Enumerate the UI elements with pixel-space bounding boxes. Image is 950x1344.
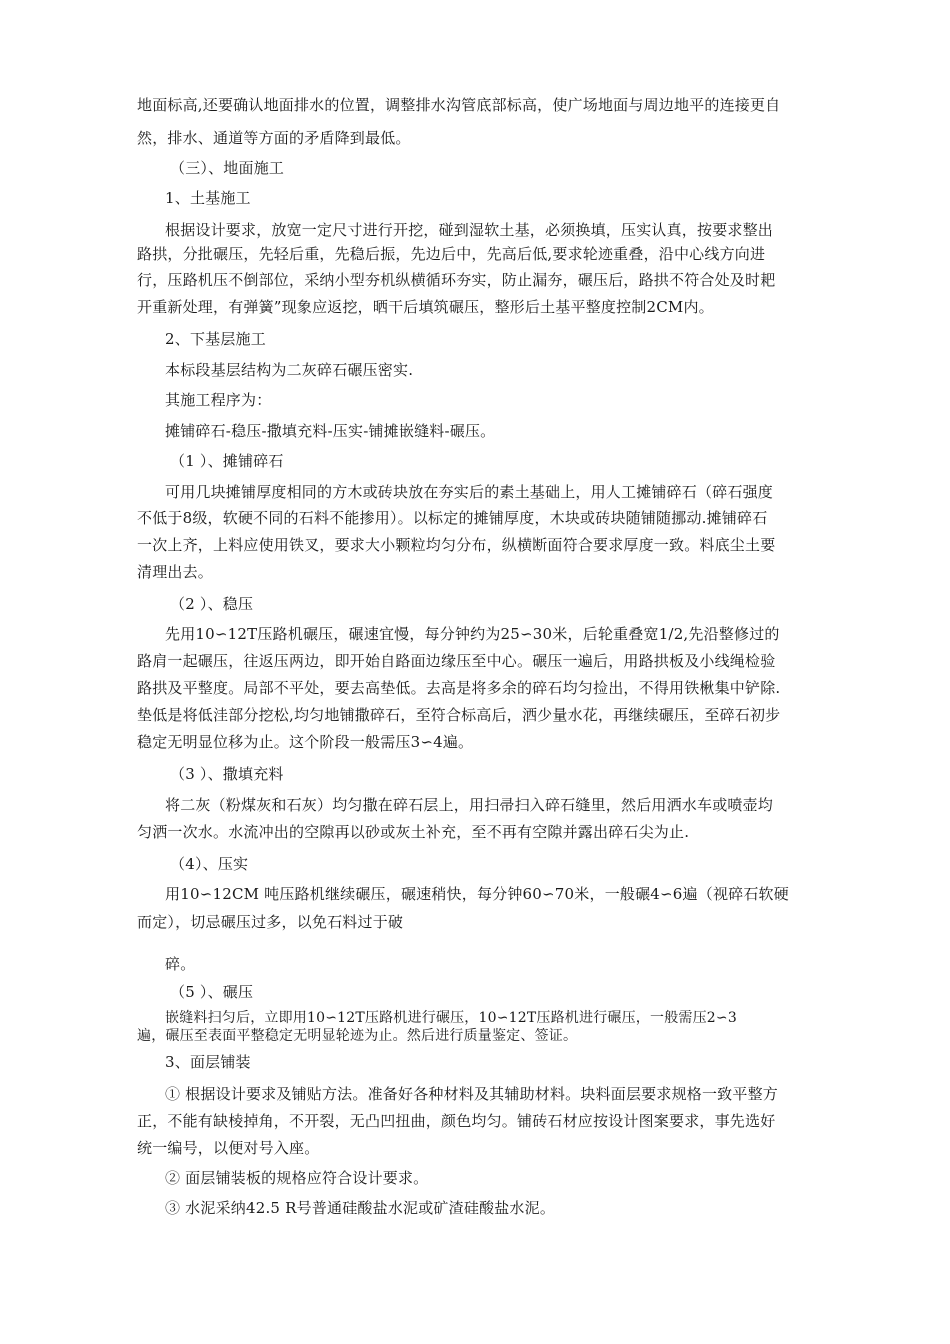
text-line: 然，排水、通道等方面的矛盾降到最低。	[137, 129, 411, 147]
text-line: 路拱及平整度。局部不平处，要去高垫低。去高是将多余的碎石均匀捡出，不得用铁楸集中铲除.	[137, 679, 781, 697]
step-heading: （3 ）、撒填充料	[170, 765, 284, 783]
text-line: 开重新处理，有弹簧”现象应返挖，晒干后填筑碾压，整形后土基平整度控制2CM内。	[137, 298, 714, 316]
text-line: 可用几块摊铺厚度相同的方木或砖块放在夯实后的素土基础上，用人工摊铺碎石（碎石强度	[165, 483, 774, 501]
text-line: 遍，碾压至表面平整稳定无明显轮迹为止。然后进行质量鉴定、签证。	[137, 1028, 578, 1044]
text-line: 稳定无明显位移为止。这个阶段一般需压3∽4遍。	[137, 733, 474, 751]
text-line: ③ 水泥采纳42.5 R号普通硅酸盐水泥或矿渣硅酸盐水泥。	[165, 1199, 556, 1217]
text-line: 路拱，分批碾压，先轻后重，先稳后振，先边后中，先高后低,要求轮迹重叠，沿中心线方向进	[137, 245, 766, 263]
step-heading: （4）、压实	[170, 855, 249, 873]
text-line: 根据设计要求，放宽一定尺寸进行开挖，碰到湿软土基，必须换填，压实认真，按要求整出	[165, 221, 774, 239]
text-line: 路肩一起碾压，往返压两边，即开始自路面边缘压至中心。碾压一遍后，用路拱板及小线绳检验	[137, 652, 776, 670]
text-line: 其施工程序为：	[165, 391, 272, 409]
step-heading: （1 ）、摊铺碎石	[170, 452, 284, 470]
text-line: 匀洒一次水。水流冲出的空隙再以砂或灰土补充，至不再有空隙并露出碎石尖为止.	[137, 823, 690, 841]
text-line: 地面标高,还要确认地面排水的位置，调整排水沟管底部标高，使广场地面与周边地平的连接更自	[137, 96, 781, 114]
subsection-heading: 3、面层铺装	[165, 1053, 251, 1071]
text-line: 摊铺碎石-稳压-撒填充料-压实-铺摊嵌缝料-碾压。	[165, 422, 496, 440]
text-line: 不低于8级，软硬不同的石料不能掺用）。以标定的摊铺厚度，木块或砖块随铺随挪动.摊铺碎石	[137, 509, 768, 527]
text-line: 正，不能有缺棱掉角，不开裂，无凸凹扭曲，颜色均匀。铺砖石材应按设计图案要求，事先选好	[137, 1112, 776, 1130]
text-line: 一次上齐，上料应使用铁叉，要求大小颗粒均匀分布，纵横断面符合要求厚度一致。料底尘土要	[137, 536, 776, 554]
text-line: 垫低是将低洼部分挖松,均匀地铺撒碎石，至符合标高后，洒少量水花，再继续碾压，至碎石初步	[137, 706, 781, 724]
text-line: 用10∽12CM 吨压路机继续碾压，碾速稍快，每分钟60∽70米，一般碾4∽6遍（视碎石软硬	[165, 885, 789, 903]
step-heading: （2 ）、稳压	[170, 595, 254, 613]
text-line: 清理出去。	[137, 563, 214, 581]
section-heading: （三）、地面施工	[170, 159, 285, 177]
text-line: 将二灰（粉煤灰和石灰）均匀撒在碎石层上，用扫帚扫入碎石缝里，然后用洒水车或喷壶均	[165, 796, 774, 814]
text-line: 而定），切忌碾压过多，以免石料过于破	[137, 913, 404, 931]
subsection-heading: 2、下基层施工	[165, 330, 266, 348]
subsection-heading: 1、土基施工	[165, 189, 251, 207]
text-line: 统一编号，以便对号入座。	[137, 1139, 320, 1157]
text-line: ① 根据设计要求及铺贴方法。准备好各种材料及其辅助材料。块料面层要求规格一致平整方	[165, 1085, 778, 1103]
text-line: 先用10∽12T压路机碾压，碾速宜慢，每分钟约为25∽30米，后轮重叠宽1/2,先沿整修过的	[165, 625, 780, 643]
text-line: 行，压路机压不倒部位，采纳小型夯机纵横循环夯实，防止漏夯，碾压后，路拱不符合处及时耙	[137, 271, 776, 289]
text-line: ② 面层铺装板的规格应符合设计要求。	[165, 1169, 429, 1187]
text-line: 碎。	[165, 955, 196, 973]
step-heading: （5 ）、碾压	[170, 983, 254, 1001]
text-line: 嵌缝料扫匀后，立即用10∽12T压路机进行碾压，10∽12T压路机进行碾压，一般需压2∽3	[165, 1010, 737, 1026]
text-line: 本标段基层结构为二灰碎石碾压密实.	[165, 361, 414, 379]
